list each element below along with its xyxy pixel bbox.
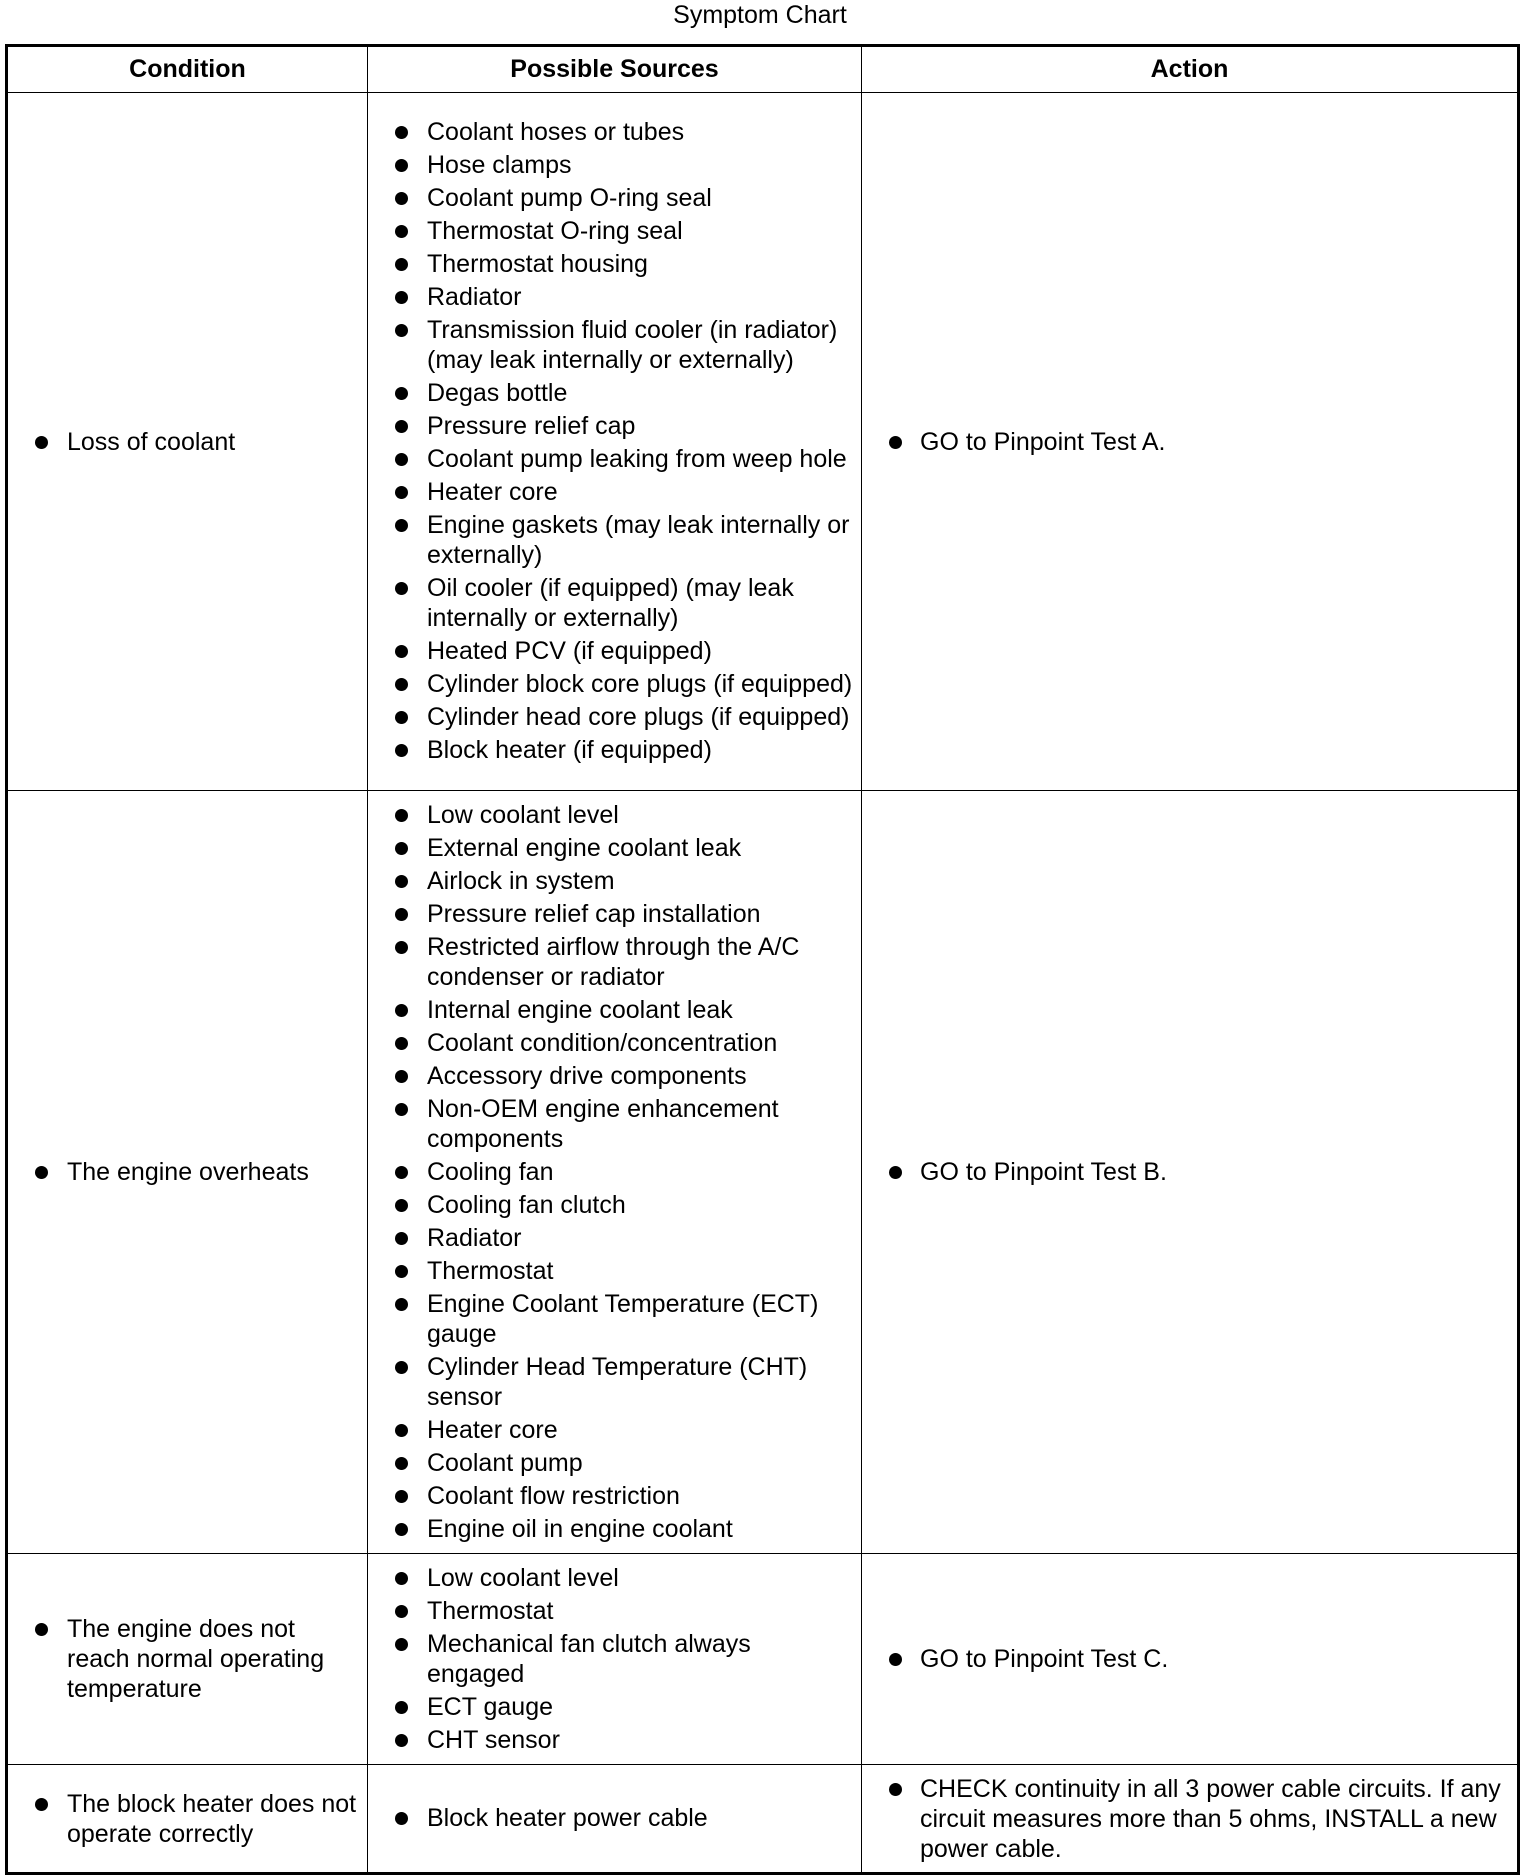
- source-item: Cooling fan clutch: [368, 1190, 853, 1220]
- table-row: [7, 93, 1519, 791]
- source-item: Restricted airflow through the A/C condenser or radiator: [368, 932, 853, 992]
- condition-text: Loss of coolant: [8, 427, 359, 457]
- source-item: Thermostat housing: [368, 249, 853, 279]
- source-item: Coolant pump O-ring seal: [368, 183, 853, 213]
- source-item: Oil cooler (if equipped) (may leak internally or externally): [368, 573, 853, 633]
- possible-sources-cell: [368, 791, 862, 1554]
- action-header: Action: [862, 46, 1519, 93]
- source-item: Engine Coolant Temperature (ECT) gauge: [368, 1289, 853, 1349]
- source-item: Thermostat: [368, 1596, 853, 1626]
- source-item: Transmission fluid cooler (in radiator) (may leak internally or externally): [368, 315, 853, 375]
- possible-sources-header: Possible Sources: [368, 46, 862, 93]
- source-item: Engine gaskets (may leak internally or externally): [368, 510, 853, 570]
- action-text: GO to Pinpoint Test A.: [862, 427, 1509, 457]
- source-item: Thermostat O-ring seal: [368, 216, 853, 246]
- condition-cell: [7, 93, 368, 791]
- condition-cell: [7, 1765, 368, 1874]
- condition-text: The block heater does not operate correctly: [8, 1789, 359, 1849]
- source-item: Pressure relief cap installation: [368, 899, 853, 929]
- table-row: [7, 1765, 1519, 1874]
- action-text: CHECK continuity in all 3 power cable circuits. If any circuit measures more than 5 ohms, INSTALL a new power cable.: [862, 1774, 1509, 1864]
- source-item: Internal engine coolant leak: [368, 995, 853, 1025]
- source-item: Coolant flow restriction: [368, 1481, 853, 1511]
- source-item: Cylinder head core plugs (if equipped): [368, 702, 853, 732]
- source-item: Airlock in system: [368, 866, 853, 896]
- action-cell: [862, 93, 1519, 791]
- action-cell: [862, 791, 1519, 1554]
- source-item: Thermostat: [368, 1256, 853, 1286]
- condition-text: The engine does not reach normal operating temperature: [8, 1614, 359, 1704]
- source-item: Low coolant level: [368, 800, 853, 830]
- condition-cell: [7, 1554, 368, 1765]
- table-row: [7, 1554, 1519, 1765]
- source-item: Radiator: [368, 1223, 853, 1253]
- source-item: Radiator: [368, 282, 853, 312]
- condition-cell: [7, 791, 368, 1554]
- source-item: External engine coolant leak: [368, 833, 853, 863]
- possible-sources-cell: [368, 93, 862, 791]
- possible-sources-cell: [368, 1554, 862, 1765]
- table-caption: Symptom Chart: [673, 1, 847, 29]
- action-cell: [862, 1765, 1519, 1874]
- action-cell: [862, 1554, 1519, 1765]
- source-item: Block heater power cable: [368, 1803, 853, 1833]
- source-item: Coolant condition/concentration: [368, 1028, 853, 1058]
- header-row: [7, 46, 1519, 93]
- source-item: Heater core: [368, 1415, 853, 1445]
- action-text: GO to Pinpoint Test C.: [862, 1644, 1509, 1674]
- source-item: Coolant hoses or tubes: [368, 117, 853, 147]
- source-item: Cylinder Head Temperature (CHT) sensor: [368, 1352, 853, 1412]
- source-item: Block heater (if equipped): [368, 735, 853, 765]
- source-item: Coolant pump: [368, 1448, 853, 1478]
- sources-list: [368, 1803, 853, 1833]
- source-item: Degas bottle: [368, 378, 853, 408]
- possible-sources-cell: [368, 1765, 862, 1874]
- source-item: Accessory drive components: [368, 1061, 853, 1091]
- source-item: ECT gauge: [368, 1692, 853, 1722]
- sources-list: [368, 117, 853, 765]
- action-text: GO to Pinpoint Test B.: [862, 1157, 1509, 1187]
- source-item: Coolant pump leaking from weep hole: [368, 444, 853, 474]
- source-item: Engine oil in engine coolant: [368, 1514, 853, 1544]
- source-item: Low coolant level: [368, 1563, 853, 1593]
- condition-header: Condition: [7, 46, 368, 93]
- source-item: Mechanical fan clutch always engaged: [368, 1629, 853, 1689]
- source-item: Cooling fan: [368, 1157, 853, 1187]
- source-item: Pressure relief cap: [368, 411, 853, 441]
- sources-list: [368, 800, 853, 1544]
- symptom-chart-table: [5, 44, 1520, 1875]
- source-item: Heater core: [368, 477, 853, 507]
- table-body: [7, 93, 1519, 1874]
- source-item: Heated PCV (if equipped): [368, 636, 853, 666]
- source-item: Non-OEM engine enhancement components: [368, 1094, 853, 1154]
- sources-list: [368, 1563, 853, 1755]
- condition-text: The engine overheats: [8, 1157, 359, 1187]
- table-row: [7, 791, 1519, 1554]
- source-item: Cylinder block core plugs (if equipped): [368, 669, 853, 699]
- source-item: Hose clamps: [368, 150, 853, 180]
- source-item: CHT sensor: [368, 1725, 853, 1755]
